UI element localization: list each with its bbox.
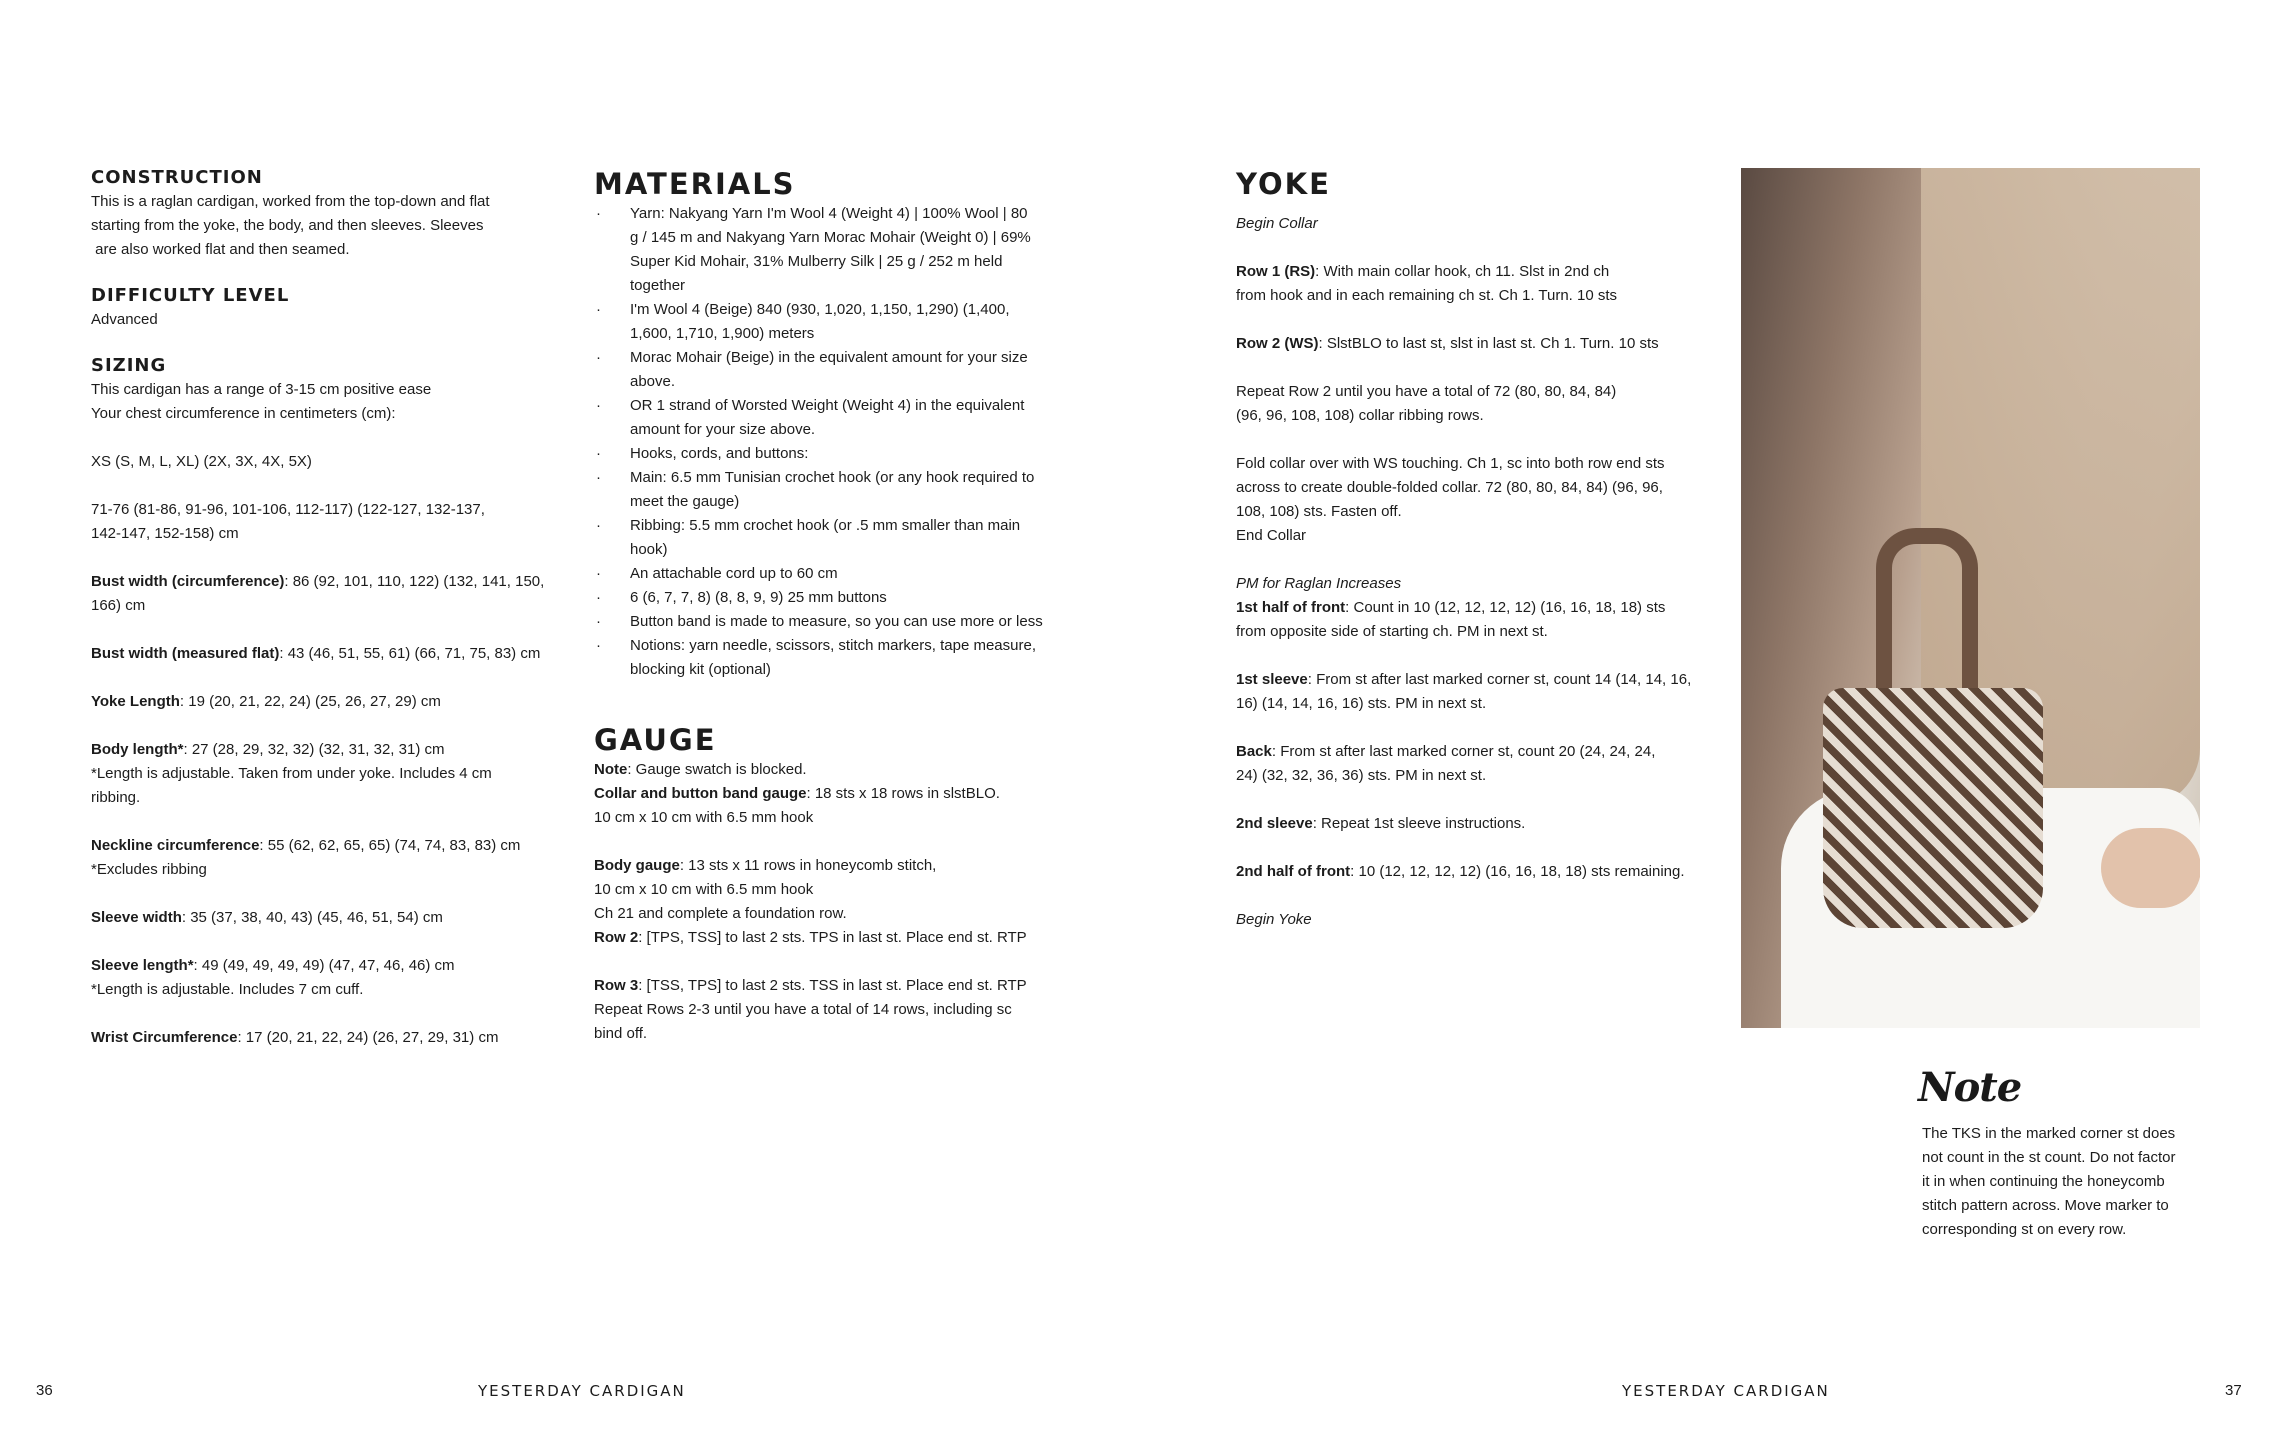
left-running-title: YESTERDAY CARDIGAN xyxy=(478,1382,686,1400)
materials-item: · OR 1 strand of Worsted Weight (Weight 4) in the equivalent amount for your size above. xyxy=(594,394,1064,442)
back-cont: 24) (32, 32, 36, 36) sts. PM in next st. xyxy=(1236,767,1487,784)
end-collar: End Collar xyxy=(1236,527,1307,544)
yoke-repeat: (96, 96, 108, 108) collar ribbing rows. xyxy=(1236,407,1484,424)
chest-line: 71-76 (81-86, 91-96, 101-106, 112-117) (122-127, 132-137, xyxy=(91,501,485,518)
body-gauge: Body gauge: 13 sts x 11 rows in honeycomb stitch, xyxy=(594,857,937,874)
second-sleeve: 2nd sleeve: Repeat 1st sleeve instructions. xyxy=(1236,815,1526,832)
gauge-row-2: Row 2: [TPS, TSS] to last 2 sts. TPS in last st. Place end st. RTP xyxy=(594,929,1027,946)
second-half-front: 2nd half of front: 10 (12, 12, 12, 12) (16, 16, 18, 18) sts remaining. xyxy=(1236,863,1685,880)
left-page-number: 36 xyxy=(36,1382,53,1399)
sizing-heading: SIZING xyxy=(91,355,167,376)
body-length: Body length*: 27 (28, 29, 32, 32) (32, 31, 32, 31) cm xyxy=(91,741,445,758)
materials-item: · Morac Mohair (Beige) in the equivalent amount for your size above. xyxy=(594,346,1064,394)
fold-collar: across to create double-folded collar. 72 (80, 80, 84, 84) (96, 96, xyxy=(1236,479,1663,496)
bust-flat: Bust width (measured flat): 43 (46, 51, 55, 61) (66, 71, 75, 83) cm xyxy=(91,645,541,662)
fold-collar: Fold collar over with WS touching. Ch 1, sc into both row end sts xyxy=(1236,455,1665,472)
yoke-heading: YOKE xyxy=(1236,167,1331,201)
yoke-row-1-cont: from hook and in each remaining ch st. Ch 1. Turn. 10 sts xyxy=(1236,287,1618,304)
gauge-note: Note: Gauge swatch is blocked. xyxy=(594,761,807,778)
left-column xyxy=(91,166,561,1050)
first-sleeve: 1st sleeve: From st after last marked corner st, count 14 (14, 14, 16, xyxy=(1236,671,1692,688)
first-half-front: 1st half of front: Count in 10 (12, 12, 12, 12) (16, 16, 18, 18) sts xyxy=(1236,599,1666,616)
materials-list xyxy=(594,202,1064,682)
gauge-repeat: Repeat Rows 2-3 until you have a total of 14 rows, including sc xyxy=(594,1001,1012,1018)
collar-gauge: Collar and button band gauge: 18 sts x 18 rows in slstBLO. xyxy=(594,785,1000,802)
note-line: The TKS in the marked corner st does xyxy=(1922,1125,2176,1142)
sleeve-width: Sleeve width: 35 (37, 38, 40, 43) (45, 46, 51, 54) cm xyxy=(91,909,443,926)
materials-item: · I'm Wool 4 (Beige) 840 (930, 1,020, 1,150, 1,290) (1,400, 1,600, 1,710, 1,900) meters xyxy=(594,298,1064,346)
note-line: corresponding st on every row. xyxy=(1922,1221,2127,1238)
body-length-note: ribbing. xyxy=(91,789,141,806)
neckline-circumference: Neckline circumference: 55 (62, 62, 65, 65) (74, 74, 83, 83) cm xyxy=(91,837,521,854)
yoke-length: Yoke Length: 19 (20, 21, 22, 24) (25, 26, 27, 29) cm xyxy=(91,693,441,710)
cardigan-photo xyxy=(1741,168,2200,1028)
materials-item: · Yarn: Nakyang Yarn I'm Wool 4 (Weight 4) | 100% Wool | 80 g / 145 m and Nakyang Yarn Morac Mohair (Weight 0) | 69% Super Kid Mohair, 31% Mulberry Silk | 25 g / 252 m held together xyxy=(594,202,1064,298)
materials-item: · Button band is made to measure, so you can use more or less xyxy=(594,610,1064,634)
pm-heading: PM for Raglan Increases xyxy=(1236,575,1402,592)
bust-circumference-cont: 166) cm xyxy=(91,597,146,614)
difficulty-heading: DIFFICULTY LEVEL xyxy=(91,285,290,306)
materials-item: · Ribbing: 5.5 mm crochet hook (or .5 mm smaller than main hook) xyxy=(594,514,1064,562)
yoke-row-1: Row 1 (RS): With main collar hook, ch 11. Slst in 2nd ch xyxy=(1236,263,1610,280)
first-sleeve-cont: 16) (14, 14, 16, 16) sts. PM in next st. xyxy=(1236,695,1487,712)
sizes-list: XS (S, M, L, XL) (2X, 3X, 4X, 5X) xyxy=(91,453,312,470)
sizing-line: This cardigan has a range of 3-15 cm positive ease xyxy=(91,381,432,398)
note-line: it in when continuing the honeycomb xyxy=(1922,1173,2165,1190)
begin-collar: Begin Collar xyxy=(1236,215,1318,232)
note-title: Note xyxy=(1918,1064,2022,1111)
sizing-line: Your chest circumference in centimeters (cm): xyxy=(91,405,396,422)
yoke-repeat: Repeat Row 2 until you have a total of 72 (80, 80, 84, 84) xyxy=(1236,383,1617,400)
construction-line: This is a raglan cardigan, worked from the top-down and flat xyxy=(91,193,490,210)
materials-item: · Notions: yarn needle, scissors, stitch markers, tape measure, blocking kit (optional) xyxy=(594,634,1064,682)
yoke-column xyxy=(1236,166,1716,932)
wrist-circumference: Wrist Circumference: 17 (20, 21, 22, 24) (26, 27, 29, 31) cm xyxy=(91,1029,499,1046)
back: Back: From st after last marked corner st, count 20 (24, 24, 24, xyxy=(1236,743,1656,760)
right-running-title: YESTERDAY CARDIGAN xyxy=(1622,1382,1830,1400)
difficulty-text: Advanced xyxy=(91,311,158,328)
right-page-number: 37 xyxy=(2225,1382,2242,1399)
chest-line: 142-147, 152-158) cm xyxy=(91,525,239,542)
foundation-row: Ch 21 and complete a foundation row. xyxy=(594,905,847,922)
bust-circumference: Bust width (circumference): 86 (92, 101, 110, 122) (132, 141, 150, xyxy=(91,573,545,590)
gauge-repeat: bind off. xyxy=(594,1025,648,1042)
collar-gauge-cont: 10 cm x 10 cm with 6.5 mm hook xyxy=(594,809,814,826)
yoke-row-2: Row 2 (WS): SlstBLO to last st, slst in last st. Ch 1. Turn. 10 sts xyxy=(1236,335,1659,352)
hand-shape xyxy=(2101,828,2200,908)
gauge-row-3: Row 3: [TSS, TPS] to last 2 sts. TSS in last st. Place end st. RTP xyxy=(594,977,1027,994)
fold-collar: 108, 108) sts. Fasten off. xyxy=(1236,503,1402,520)
body-gauge-cont: 10 cm x 10 cm with 6.5 mm hook xyxy=(594,881,814,898)
construction-line: are also worked flat and then seamed. xyxy=(91,241,350,258)
note-line: not count in the st count. Do not factor xyxy=(1922,1149,2176,1166)
construction-heading: CONSTRUCTION xyxy=(91,167,263,188)
note-body xyxy=(1922,1122,2222,1242)
materials-item: · An attachable cord up to 60 cm xyxy=(594,562,1064,586)
sleeve-length: Sleeve length*: 49 (49, 49, 49, 49) (47, 47, 46, 46) cm xyxy=(91,957,455,974)
gauge-heading: GAUGE xyxy=(594,723,717,757)
materials-item: · Main: 6.5 mm Tunisian crochet hook (or any hook required to meet the gauge) xyxy=(594,466,1064,514)
note-line: stitch pattern across. Move marker to xyxy=(1922,1197,2169,1214)
first-half-front-cont: from opposite side of starting ch. PM in next st. xyxy=(1236,623,1548,640)
materials-item: · Hooks, cords, and buttons: xyxy=(594,442,1064,466)
sleeve-length-note: *Length is adjustable. Includes 7 cm cuff. xyxy=(91,981,364,998)
construction-line: starting from the yoke, the body, and then sleeves. Sleeves xyxy=(91,217,484,234)
materials-heading: MATERIALS xyxy=(594,167,796,201)
body-length-note: *Length is adjustable. Taken from under yoke. Includes 4 cm xyxy=(91,765,492,782)
middle-column xyxy=(594,166,1064,1046)
materials-item: · 6 (6, 7, 7, 8) (8, 8, 9, 9) 25 mm buttons xyxy=(594,586,1064,610)
neckline-note: *Excludes ribbing xyxy=(91,861,207,878)
houndstooth-bag-shape xyxy=(1823,688,2043,928)
begin-yoke: Begin Yoke xyxy=(1236,911,1312,928)
